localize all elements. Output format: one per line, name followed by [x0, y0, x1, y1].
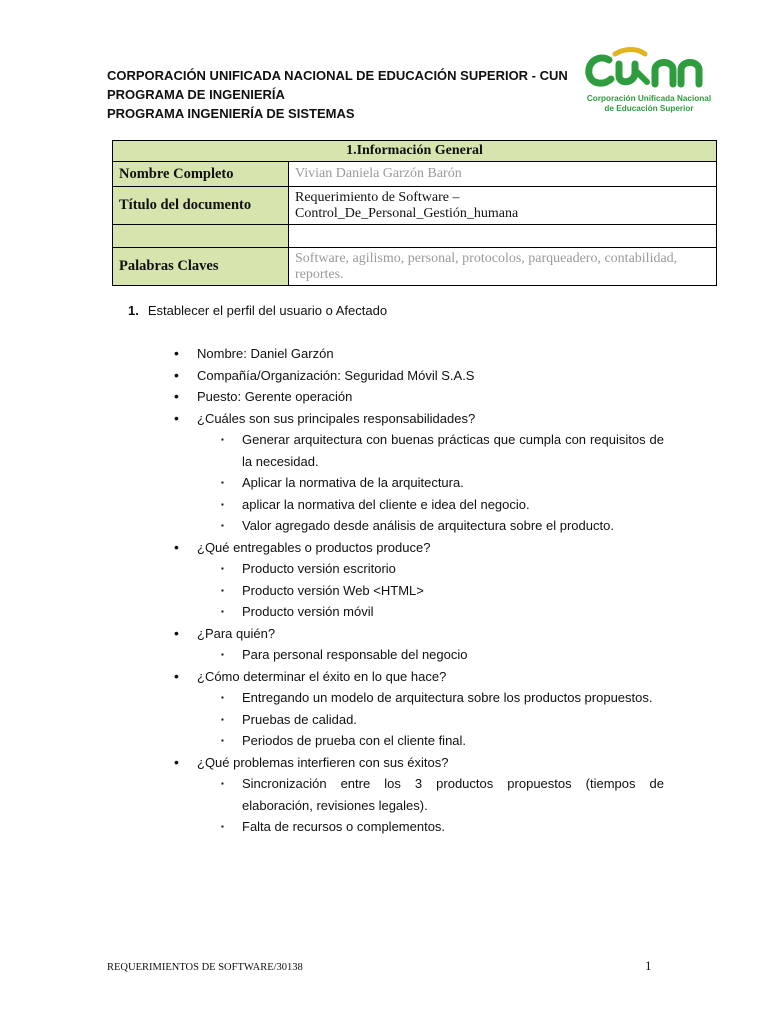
value-empty	[289, 225, 717, 248]
sub-list-item: ▪ Valor agregado desde análisis de arquitectura sobre el producto.	[197, 515, 664, 537]
value-titulo	[289, 187, 717, 225]
sub-list-item: ▪ aplicar la normativa del cliente e idea del negocio.	[197, 494, 664, 516]
list-item	[174, 343, 664, 365]
table-title: 1.Información General	[113, 141, 717, 162]
label-titulo: Título del documento	[113, 187, 289, 225]
sub-list-item: ▪ Producto versión móvil	[197, 601, 664, 623]
section-number: 1.	[128, 303, 139, 318]
label-empty	[113, 225, 289, 248]
list-item-text: Nombre: Daniel Garzón	[197, 346, 334, 361]
sub-list	[197, 644, 664, 666]
logo-caption-line1: Corporación Unificada Nacional	[586, 94, 712, 103]
header-institution: CORPORACIÓN UNIFICADA NACIONAL DE EDUCACIÓN SUPERIOR - CUN	[107, 68, 568, 83]
page-number: 1	[645, 958, 652, 973]
list-item-text: ¿Qué entregables o productos produce?	[197, 539, 431, 555]
logo-caption	[585, 94, 713, 114]
list-item	[174, 623, 664, 666]
list-item-text: ¿Cómo determinar el éxito en lo que hace?	[197, 668, 447, 684]
sub-list-item: ▪ Aplicar la normativa de la arquitectura.	[197, 472, 664, 494]
section-heading	[128, 303, 387, 318]
value-titulo-line2: Control_De_Personal_Gestión_humana	[295, 205, 519, 221]
sub-list-item: ▪ Producto versión Web <HTML>	[197, 580, 664, 602]
list-item	[174, 386, 664, 408]
profile-list	[174, 343, 664, 838]
value-palabras: Software, agilismo, personal, protocolos, parqueadero, contabilidad, reportes.	[289, 248, 717, 286]
sub-list-item: ▪ Generar arquitectura con buenas prácticas que cumpla con requisitos de la necesidad.	[197, 429, 664, 472]
section-title: Establecer el perfil del usuario o Afectado	[147, 303, 388, 318]
value-titulo-line1: Requerimiento de Software –	[295, 189, 460, 205]
cun-logo	[585, 46, 713, 116]
sub-list-item: ▪ Pruebas de calidad.	[197, 709, 664, 731]
sub-list-item: ▪ Falta de recursos o complementos.	[197, 816, 664, 838]
list-item-text: Compañía/Organización: Seguridad Móvil S.A.S	[197, 367, 475, 383]
list-item	[174, 752, 664, 838]
sub-list	[197, 773, 664, 838]
cun-logo-mark	[585, 46, 713, 92]
sub-list	[197, 558, 664, 623]
label-palabras: Palabras Claves	[113, 248, 289, 286]
general-info-table	[112, 140, 717, 286]
sub-list-item: ▪ Entregando un modelo de arquitectura sobre los productos propuestos.	[197, 687, 664, 709]
sub-list-item: ▪ Para personal responsable del negocio	[197, 644, 664, 666]
list-item-text: ¿Cuáles son sus principales responsabilidades?	[197, 410, 476, 426]
sub-list	[197, 429, 664, 537]
sub-list-item: ▪ Producto versión escritorio	[197, 558, 664, 580]
list-item-text: ¿Qué problemas interfieren con sus éxitos?	[197, 754, 449, 770]
list-item	[174, 408, 664, 537]
list-item	[174, 365, 664, 387]
sub-list-item: ▪ Periodos de prueba con el cliente final.	[197, 730, 664, 752]
sub-list-item: ▪ Sincronización entre los 3 productos propuestos (tiempos de elaboración, revisiones legales).	[197, 773, 664, 816]
footer-title: REQUERIMIENTOS DE SOFTWARE/30138	[107, 962, 303, 973]
header-subprogram: PROGRAMA INGENIERÍA DE SISTEMAS	[107, 106, 355, 121]
label-nombre: Nombre Completo	[113, 162, 289, 187]
list-item-text: ¿Para quién?	[197, 625, 276, 641]
list-item	[174, 537, 664, 623]
list-item-text: Puesto: Gerente operación	[197, 389, 353, 404]
logo-caption-line2: de Educación Superior	[604, 104, 694, 113]
header-program: PROGRAMA DE INGENIERÍA	[107, 87, 285, 102]
document-header	[107, 66, 568, 123]
value-nombre: Vivian Daniela Garzón Barón	[289, 162, 717, 187]
list-item	[174, 666, 664, 752]
sub-list	[197, 687, 664, 752]
